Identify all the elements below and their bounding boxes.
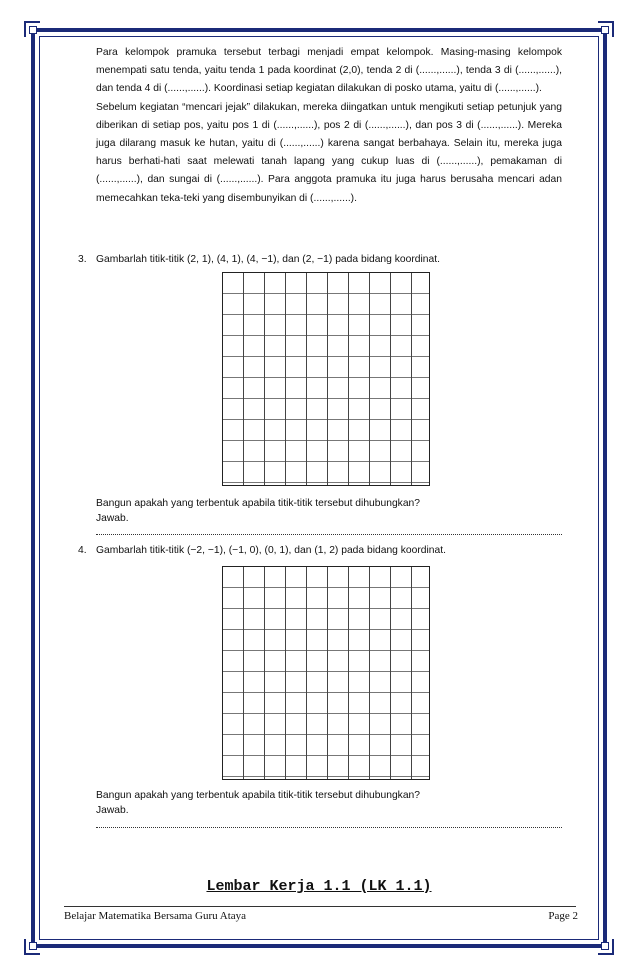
footer-divider [64, 906, 576, 907]
question-4-prompt: Bangun apakah yang terbentuk apabila titik-titik tersebut dihubungkan? [96, 790, 421, 801]
question-3-answer-label: Jawab. [96, 513, 129, 524]
answer-line-4[interactable] [96, 827, 562, 828]
question-4-number: 4. [78, 545, 87, 556]
question-4-text: Gambarlah titik-titik (−2, −1), (−1, 0), (0, 1), dan (1, 2) pada bidang koordinat. [96, 545, 446, 556]
answer-line-3[interactable] [96, 534, 562, 535]
coordinate-grid-3[interactable] [222, 272, 430, 486]
coordinate-grid-4[interactable] [222, 566, 430, 780]
worksheet-title: Lembar Kerja 1.1 (LK 1.1) [206, 878, 432, 895]
question-3-prompt: Bangun apakah yang terbentuk apabila titik-titik tersebut dihubungkan? [96, 498, 421, 509]
corner-ornament [598, 939, 614, 955]
corner-ornament [24, 21, 40, 37]
corner-ornament [24, 939, 40, 955]
paragraph-tents: Para kelompok pramuka tersebut terbagi menjadi empat kelompok. Masing-masing kelompok menempati satu tenda, yaitu tenda 1 pada koordinat (2,0), tenda 2 di (......,......), tenda 3 di (......,......), dan tenda 4 di (......,......). Koordinasi setiap kegiatan dilakukan di posko utama, yaitu di (......,......). [96, 47, 562, 95]
footer-book-title: Belajar Matematika Bersama Guru Ataya [64, 910, 247, 922]
question-3-number: 3. [78, 254, 87, 265]
paragraph-posts: Sebelum kegiatan “mencari jejak” dilakukan, mereka diingatkan untuk mengikuti setiap petunjuk yang diberikan di setiap pos, yaitu pos 1 di (......,......), pos 2 di (......,......), dan pos 3 di (......,......). Mereka juga dilarang masuk ke hutan, yaitu di (......,......) karena sangat berbahaya. Selain itu, mereka juga harus berhati-hati saat melewati tanah lapang yang cukup luas di (......,......), pemakaman di (......,......), dan sungai di (......,......). Para anggota pramuka itu juga harus berusaha mencari adan memecahkan teka-teki yang disembunyikan di (......,......). [96, 101, 562, 204]
body-text [96, 44, 562, 208]
footer-page-number: Page 2 [548, 910, 578, 922]
question-3-text: Gambarlah titik-titik (2, 1), (4, 1), (4, −1), dan (2, −1) pada bidang koordinat. [96, 254, 440, 265]
corner-ornament [598, 21, 614, 37]
question-4-answer-label: Jawab. [96, 805, 129, 816]
